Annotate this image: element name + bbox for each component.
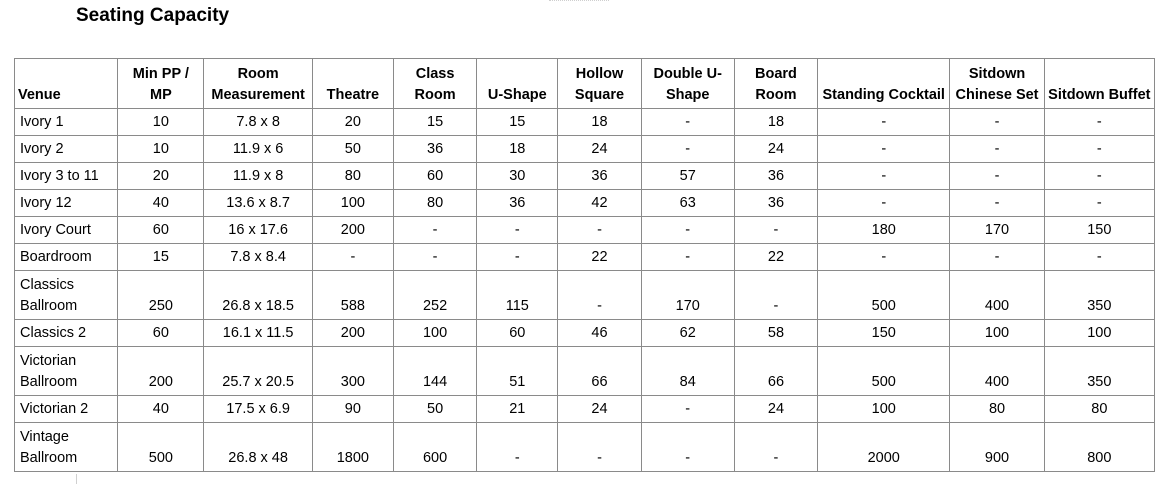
table-cell: 500	[118, 423, 204, 472]
table-cell: 144	[393, 347, 476, 396]
table-cell: -	[393, 244, 476, 271]
table-cell: 84	[641, 347, 734, 396]
table-cell: -	[950, 190, 1044, 217]
table-cell: -	[641, 217, 734, 244]
table-cell: -	[734, 423, 817, 472]
column-header: Min PP / MP	[118, 59, 204, 109]
table-cell: 170	[950, 217, 1044, 244]
table-cell: 80	[1044, 396, 1154, 423]
column-header: Class Room	[393, 59, 476, 109]
seating-capacity-table	[14, 58, 1155, 472]
table-cell: 2000	[818, 423, 950, 472]
table-cell: 80	[950, 396, 1044, 423]
table-cell: 60	[118, 217, 204, 244]
venue-name-cell: Classics Ballroom	[15, 271, 118, 320]
table-cell: 36	[558, 163, 641, 190]
venue-name-cell: Ivory 12	[15, 190, 118, 217]
bottom-edge-mark	[76, 474, 77, 484]
table-cell: -	[950, 163, 1044, 190]
table-cell: 15	[393, 109, 476, 136]
table-row	[15, 109, 1155, 136]
column-header: Sitdown Buffet	[1044, 59, 1154, 109]
table-cell: 300	[312, 347, 393, 396]
table-cell: -	[818, 190, 950, 217]
table-cell: 600	[393, 423, 476, 472]
table-cell: -	[393, 217, 476, 244]
table-row	[15, 163, 1155, 190]
table-cell: 36	[393, 136, 476, 163]
table-cell: 36	[477, 190, 558, 217]
table-cell: 11.9 x 8	[204, 163, 312, 190]
table-cell: 63	[641, 190, 734, 217]
table-row	[15, 271, 1155, 320]
column-header: U-Shape	[477, 59, 558, 109]
table-cell: -	[558, 217, 641, 244]
table-cell: 21	[477, 396, 558, 423]
table-cell: -	[818, 136, 950, 163]
column-header: Sitdown Chinese Set	[950, 59, 1044, 109]
table-cell: 80	[393, 190, 476, 217]
table-header	[15, 59, 1155, 109]
table-cell: 42	[558, 190, 641, 217]
page-title: Seating Capacity	[76, 5, 230, 26]
table-cell: -	[1044, 163, 1154, 190]
table-cell: 16.1 x 11.5	[204, 320, 312, 347]
table-cell: 252	[393, 271, 476, 320]
table-cell: 60	[393, 163, 476, 190]
table-cell: -	[558, 423, 641, 472]
table-cell: -	[734, 217, 817, 244]
table-cell: 60	[477, 320, 558, 347]
table-cell: 24	[558, 396, 641, 423]
table-cell: 58	[734, 320, 817, 347]
table-cell: 60	[118, 320, 204, 347]
column-header: Standing Cocktail	[818, 59, 950, 109]
table-cell: 18	[558, 109, 641, 136]
table-cell: 36	[734, 163, 817, 190]
table-cell: 150	[1044, 217, 1154, 244]
column-header: Theatre	[312, 59, 393, 109]
table-cell: 40	[118, 396, 204, 423]
table-cell: -	[312, 244, 393, 271]
table-cell: 62	[641, 320, 734, 347]
table-cell: -	[734, 271, 817, 320]
column-header: Room Measurement	[204, 59, 312, 109]
table-cell: 15	[477, 109, 558, 136]
table-row	[15, 347, 1155, 396]
table-cell: -	[1044, 136, 1154, 163]
table-cell: 66	[734, 347, 817, 396]
table-row	[15, 244, 1155, 271]
table-cell: 66	[558, 347, 641, 396]
table-cell: 100	[818, 396, 950, 423]
table-cell: -	[641, 396, 734, 423]
table-cell: 400	[950, 347, 1044, 396]
table-cell: -	[641, 423, 734, 472]
table-cell: 17.5 x 6.9	[204, 396, 312, 423]
table-cell: -	[1044, 109, 1154, 136]
table-cell: 11.9 x 6	[204, 136, 312, 163]
table-row	[15, 423, 1155, 472]
table-cell: 24	[734, 136, 817, 163]
venue-name-cell: Ivory 2	[15, 136, 118, 163]
table-cell: -	[477, 217, 558, 244]
table-cell: 200	[118, 347, 204, 396]
table-cell: 57	[641, 163, 734, 190]
table-cell: -	[950, 109, 1044, 136]
venue-name-cell: Victorian Ballroom	[15, 347, 118, 396]
table-cell: 46	[558, 320, 641, 347]
table-row	[15, 320, 1155, 347]
table-cell: 22	[558, 244, 641, 271]
table-cell: 25.7 x 20.5	[204, 347, 312, 396]
table-cell: 16 x 17.6	[204, 217, 312, 244]
column-header: Board Room	[734, 59, 817, 109]
column-header: Venue	[15, 59, 118, 109]
table-cell: -	[818, 109, 950, 136]
table-cell: -	[950, 136, 1044, 163]
table-cell: 15	[118, 244, 204, 271]
table-cell: 200	[312, 217, 393, 244]
table-row	[15, 136, 1155, 163]
table-row	[15, 190, 1155, 217]
table-cell: 18	[734, 109, 817, 136]
table-cell: -	[477, 244, 558, 271]
venue-name-cell: Victorian 2	[15, 396, 118, 423]
table-cell: -	[477, 423, 558, 472]
table-row	[15, 396, 1155, 423]
table-cell: 30	[477, 163, 558, 190]
table-body	[15, 109, 1155, 472]
table-cell: -	[641, 109, 734, 136]
table-cell: 50	[393, 396, 476, 423]
table-cell: 180	[818, 217, 950, 244]
table-cell: -	[818, 244, 950, 271]
table-cell: 24	[734, 396, 817, 423]
venue-name-cell: Ivory 1	[15, 109, 118, 136]
table-cell: 900	[950, 423, 1044, 472]
table-cell: 20	[312, 109, 393, 136]
venue-name-cell: Ivory Court	[15, 217, 118, 244]
table-cell: 7.8 x 8	[204, 109, 312, 136]
table-cell: 24	[558, 136, 641, 163]
table-cell: 500	[818, 347, 950, 396]
table-cell: 36	[734, 190, 817, 217]
table-cell: 170	[641, 271, 734, 320]
header-row	[15, 59, 1155, 109]
table-cell: 100	[393, 320, 476, 347]
table-cell: 80	[312, 163, 393, 190]
table-cell: -	[641, 136, 734, 163]
table-cell: 350	[1044, 347, 1154, 396]
table-cell: -	[641, 244, 734, 271]
table-cell: 200	[312, 320, 393, 347]
table-cell: -	[950, 244, 1044, 271]
table-cell: 40	[118, 190, 204, 217]
table-cell: 13.6 x 8.7	[204, 190, 312, 217]
table-cell: -	[818, 163, 950, 190]
table-cell: 18	[477, 136, 558, 163]
table-cell: 588	[312, 271, 393, 320]
venue-name-cell: Classics 2	[15, 320, 118, 347]
table-cell: 400	[950, 271, 1044, 320]
column-header: Double U-Shape	[641, 59, 734, 109]
top-edge-mark	[549, 0, 609, 5]
table-row	[15, 217, 1155, 244]
table-cell: 51	[477, 347, 558, 396]
venue-name-cell: Ivory 3 to 11	[15, 163, 118, 190]
table-cell: -	[558, 271, 641, 320]
table-cell: 150	[818, 320, 950, 347]
table-cell: -	[1044, 244, 1154, 271]
table-cell: -	[1044, 190, 1154, 217]
table-cell: 1800	[312, 423, 393, 472]
table-cell: 50	[312, 136, 393, 163]
table-cell: 10	[118, 109, 204, 136]
table-cell: 26.8 x 18.5	[204, 271, 312, 320]
table-cell: 100	[1044, 320, 1154, 347]
table-cell: 10	[118, 136, 204, 163]
table-cell: 350	[1044, 271, 1154, 320]
table-cell: 250	[118, 271, 204, 320]
table-cell: 100	[312, 190, 393, 217]
table-cell: 100	[950, 320, 1044, 347]
table-cell: 22	[734, 244, 817, 271]
venue-name-cell: Vintage Ballroom	[15, 423, 118, 472]
column-header: Hollow Square	[558, 59, 641, 109]
table-cell: 20	[118, 163, 204, 190]
table-cell: 7.8 x 8.4	[204, 244, 312, 271]
table-cell: 26.8 x 48	[204, 423, 312, 472]
table-cell: 90	[312, 396, 393, 423]
venue-name-cell: Boardroom	[15, 244, 118, 271]
table-cell: 800	[1044, 423, 1154, 472]
table-cell: 115	[477, 271, 558, 320]
table-cell: 500	[818, 271, 950, 320]
